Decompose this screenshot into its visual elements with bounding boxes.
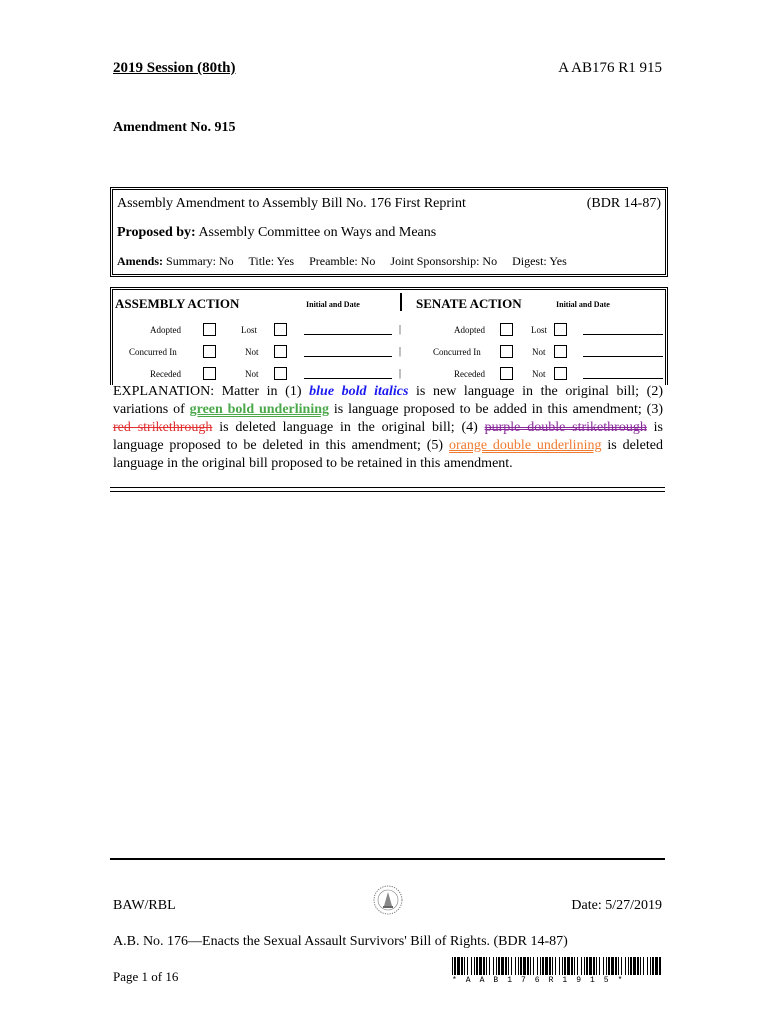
blue-bold-italics-sample: blue bold italics (309, 384, 409, 399)
barcode-bar (549, 957, 551, 975)
barcode-bar (564, 957, 566, 975)
amendment-title: Assembly Amendment to Assembly Bill No. 176 First Reprint (117, 196, 466, 211)
amends-digest: Digest: Yes (512, 254, 567, 268)
bdr-number: (BDR 14-87) (586, 196, 661, 211)
amendment-number: Amendment No. 915 (113, 120, 236, 135)
amendment-date: Date: 5/27/2019 (571, 898, 662, 913)
barcode-bar (637, 957, 639, 975)
barcode-bar (454, 957, 456, 975)
assembly-adopted-label: Adopted (150, 325, 181, 335)
summary-title-row (117, 196, 661, 212)
barcode-bar (511, 957, 512, 975)
assembly-initial-date: Initial and Date (306, 300, 360, 309)
barcode-bar (559, 957, 560, 975)
senate-adopted-label: Adopted (454, 325, 485, 335)
barcode-bar (508, 957, 509, 975)
barcode-bar (523, 957, 526, 975)
explanation-text: EXPLANATION: Matter in (1) (113, 384, 310, 399)
footer-rule (110, 858, 665, 860)
proposed-by-value: Assembly Committee on Ways and Means (198, 225, 437, 240)
barcode-bar (655, 957, 658, 975)
barcode-bar (599, 957, 600, 975)
pipe-separator: | (399, 324, 402, 335)
barcode-bar (515, 957, 516, 975)
amends-title: Title: Yes (248, 254, 295, 268)
proposed-by-row (117, 225, 661, 241)
barcode-bar (652, 957, 654, 975)
assembly-not-label: Not (245, 347, 259, 357)
explanation-text: is deleted language in the original bill proposed to be retained in this amendment. (113, 438, 663, 471)
page-number: Page 1 of 16 (113, 969, 179, 984)
barcode-bar (640, 957, 641, 975)
barcode-bar (530, 957, 531, 975)
barcode-bar (567, 957, 570, 975)
barcode-bar (606, 957, 607, 975)
proposed-by-label: Proposed by: (117, 225, 196, 240)
assembly-initial-line[interactable] (304, 378, 392, 379)
barcode-bar (537, 957, 538, 975)
assembly-lost-label: Lost (241, 325, 258, 335)
barcode-bar (621, 957, 622, 975)
assembly-concurred-checkbox[interactable] (203, 345, 216, 358)
barcode-bar (593, 957, 595, 975)
barcode-bar (633, 957, 636, 975)
barcode-bar (628, 957, 629, 975)
senate-lost-label: Lost (531, 325, 548, 335)
senate-adopted-checkbox[interactable] (500, 323, 513, 336)
senate-concurred-checkbox[interactable] (500, 345, 513, 358)
barcode-bar (540, 957, 541, 975)
senate-receded-checkbox[interactable] (500, 367, 513, 380)
barcode-bar (630, 957, 632, 975)
senate-concurred-label: Concurred In (433, 347, 481, 357)
orange-double-underline-sample: orange double underlining (448, 438, 602, 453)
senate-initial-line[interactable] (583, 378, 663, 379)
senate-not-label: Not (532, 347, 546, 357)
barcode-bar (489, 957, 490, 975)
assembly-initial-line[interactable] (304, 334, 392, 335)
barcode-bar (457, 957, 460, 975)
senate-initial-line[interactable] (583, 334, 663, 335)
initials: BAW/RBL (113, 898, 176, 913)
barcode-bar (533, 957, 534, 975)
green-underline-sample: green bold underlining (189, 402, 329, 417)
barcode-bar (596, 957, 597, 975)
purple-double-strike-sample: purple double strikethrough (484, 420, 647, 435)
assembly-lost-checkbox[interactable] (274, 323, 287, 336)
action-divider (400, 293, 402, 311)
barcode-bar (571, 957, 573, 975)
assembly-adopted-checkbox[interactable] (203, 323, 216, 336)
barcode-bar (647, 957, 648, 975)
barcode-bar (505, 957, 507, 975)
barcode-bar (562, 957, 563, 975)
barcode-bar (520, 957, 522, 975)
barcode-bar (542, 957, 544, 975)
amends-label: Amends: (117, 254, 164, 268)
senate-initial-date: Initial and Date (556, 300, 610, 309)
barcode-bar (498, 957, 500, 975)
barcode-bar (486, 957, 487, 975)
amends-preamble: Preamble: No (309, 254, 376, 268)
barcode-bar (452, 957, 453, 975)
assembly-not-checkbox[interactable] (274, 367, 287, 380)
pipe-separator: | (399, 368, 402, 379)
barcode-bar (493, 957, 494, 975)
barcode-text: *AAB176R1915* (452, 976, 632, 985)
barcode-bar (574, 957, 575, 975)
session-title: 2019 Session (80th) (113, 60, 236, 76)
barcode-bar (479, 957, 482, 975)
senate-initial-line[interactable] (583, 356, 663, 357)
barcode-bar (577, 957, 578, 975)
assembly-initial-line[interactable] (304, 356, 392, 357)
senate-not-checkbox[interactable] (554, 367, 567, 380)
amends-summary: Summary: No (166, 254, 234, 268)
barcode-bar (650, 957, 651, 975)
barcode-bar (589, 957, 592, 975)
barcode-bar (467, 957, 468, 975)
assembly-not-checkbox[interactable] (274, 345, 287, 358)
assembly-action-title: ASSEMBLY ACTION (115, 296, 240, 311)
red-strikethrough-sample: red strikethrough (113, 420, 213, 435)
action-box (110, 287, 668, 385)
senate-receded-label: Receded (454, 369, 485, 379)
barcode-bar (461, 957, 463, 975)
barcode-bar (527, 957, 529, 975)
assembly-not-label: Not (245, 369, 259, 379)
barcode-bar (659, 957, 661, 975)
document-code: A AB176 R1 915 (558, 60, 662, 76)
senate-lost-checkbox[interactable] (554, 323, 567, 336)
explanation-bottom-rule (110, 487, 665, 492)
barcode-bar (608, 957, 610, 975)
barcode-bar (615, 957, 617, 975)
barcode-bar (483, 957, 485, 975)
barcode-bar (476, 957, 478, 975)
amends-row (117, 254, 661, 269)
barcode-bar (545, 957, 548, 975)
explanation-text: is new language in the original bill; (2) variations of (113, 384, 663, 417)
explanation-text: is deleted language in the original bill; (4) (212, 420, 485, 435)
senate-action-title: SENATE ACTION (416, 296, 522, 311)
summary-box (110, 187, 668, 277)
assembly-receded-label: Receded (150, 369, 181, 379)
state-seal-icon (372, 884, 404, 916)
senate-not-label: Not (532, 369, 546, 379)
barcode-bar (625, 957, 626, 975)
barcode-bar (474, 957, 475, 975)
barcode-bar (501, 957, 504, 975)
barcode-bar (581, 957, 582, 975)
barcode-bar (464, 957, 465, 975)
barcode-bar (603, 957, 604, 975)
amends-joint: Joint Sponsorship: No (390, 254, 498, 268)
barcode-bar (555, 957, 556, 975)
barcode-bar (471, 957, 472, 975)
bill-summary-line: A.B. No. 176—Enacts the Sexual Assault Survivors' Bill of Rights. (BDR 14-87) (113, 934, 568, 949)
explanation-paragraph (113, 383, 663, 473)
barcode-bar (618, 957, 619, 975)
assembly-concurred-label: Concurred In (129, 347, 177, 357)
barcode-bar (518, 957, 519, 975)
pipe-separator: | (399, 346, 402, 357)
barcode-bar (552, 957, 553, 975)
barcode-icon (452, 957, 662, 975)
senate-not-checkbox[interactable] (554, 345, 567, 358)
explanation-text: is language proposed to be deleted in this amendment; (5) (113, 420, 664, 453)
barcode-bar (586, 957, 588, 975)
barcode-bar (643, 957, 644, 975)
barcode-bar (584, 957, 585, 975)
barcode-bar (611, 957, 614, 975)
explanation-text: is language proposed to be added in this amendment; (3) (329, 402, 663, 417)
assembly-receded-checkbox[interactable] (203, 367, 216, 380)
barcode-bar (496, 957, 497, 975)
